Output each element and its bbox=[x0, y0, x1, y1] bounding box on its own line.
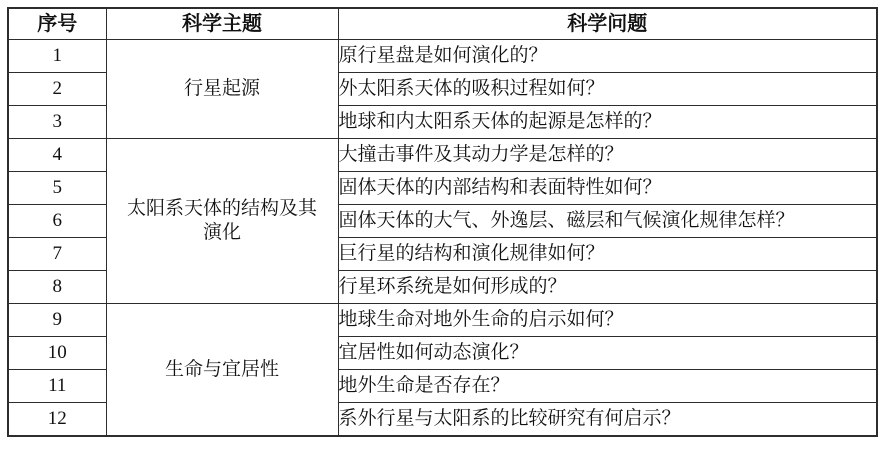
question-cell: 系外行星与太阳系的比较研究有何启示？ bbox=[338, 403, 877, 437]
serial-cell: 8 bbox=[8, 271, 106, 304]
serial-cell: 12 bbox=[8, 403, 106, 437]
col-header-serial: 序号 bbox=[8, 8, 106, 40]
question-cell: 宜居性如何动态演化？ bbox=[338, 337, 877, 370]
serial-cell: 4 bbox=[8, 139, 106, 172]
table-body bbox=[8, 40, 877, 437]
serial-cell: 9 bbox=[8, 304, 106, 337]
question-cell: 外太阳系天体的吸积过程如何？ bbox=[338, 73, 877, 106]
serial-cell: 11 bbox=[8, 370, 106, 403]
serial-cell: 2 bbox=[8, 73, 106, 106]
table-row bbox=[8, 304, 877, 337]
col-header-theme: 科学主题 bbox=[106, 8, 338, 40]
serial-cell: 3 bbox=[8, 106, 106, 139]
serial-cell: 5 bbox=[8, 172, 106, 205]
question-cell: 巨行星的结构和演化规律如何？ bbox=[338, 238, 877, 271]
col-header-question: 科学问题 bbox=[338, 8, 877, 40]
question-cell: 行星环系统是如何形成的？ bbox=[338, 271, 877, 304]
serial-cell: 1 bbox=[8, 40, 106, 73]
serial-cell: 7 bbox=[8, 238, 106, 271]
theme-cell-planet-origin bbox=[106, 40, 338, 139]
table-row bbox=[8, 40, 877, 73]
table-row bbox=[8, 139, 877, 172]
question-cell: 原行星盘是如何演化的？ bbox=[338, 40, 877, 73]
question-cell: 地外生命是否存在？ bbox=[338, 370, 877, 403]
question-cell: 大撞击事件及其动力学是怎样的？ bbox=[338, 139, 877, 172]
theme-label: 生命与宜居性 bbox=[164, 358, 279, 380]
theme-cell-life-habitability bbox=[106, 304, 338, 437]
serial-cell: 6 bbox=[8, 205, 106, 238]
theme-cell-solar-system-structure bbox=[106, 139, 338, 304]
header-row bbox=[8, 8, 877, 40]
question-cell: 固体天体的内部结构和表面特性如何？ bbox=[338, 172, 877, 205]
science-questions-table bbox=[7, 7, 878, 437]
serial-cell: 10 bbox=[8, 337, 106, 370]
question-cell: 地球和内太阳系天体的起源是怎样的？ bbox=[338, 106, 877, 139]
question-cell: 地球生命对地外生命的启示如何？ bbox=[338, 304, 877, 337]
theme-label: 太阳系天体的结构及其演化 bbox=[126, 198, 317, 243]
question-cell: 固体天体的大气、外逸层、磁层和气候演化规律怎样？ bbox=[338, 205, 877, 238]
theme-label: 行星起源 bbox=[183, 78, 260, 100]
